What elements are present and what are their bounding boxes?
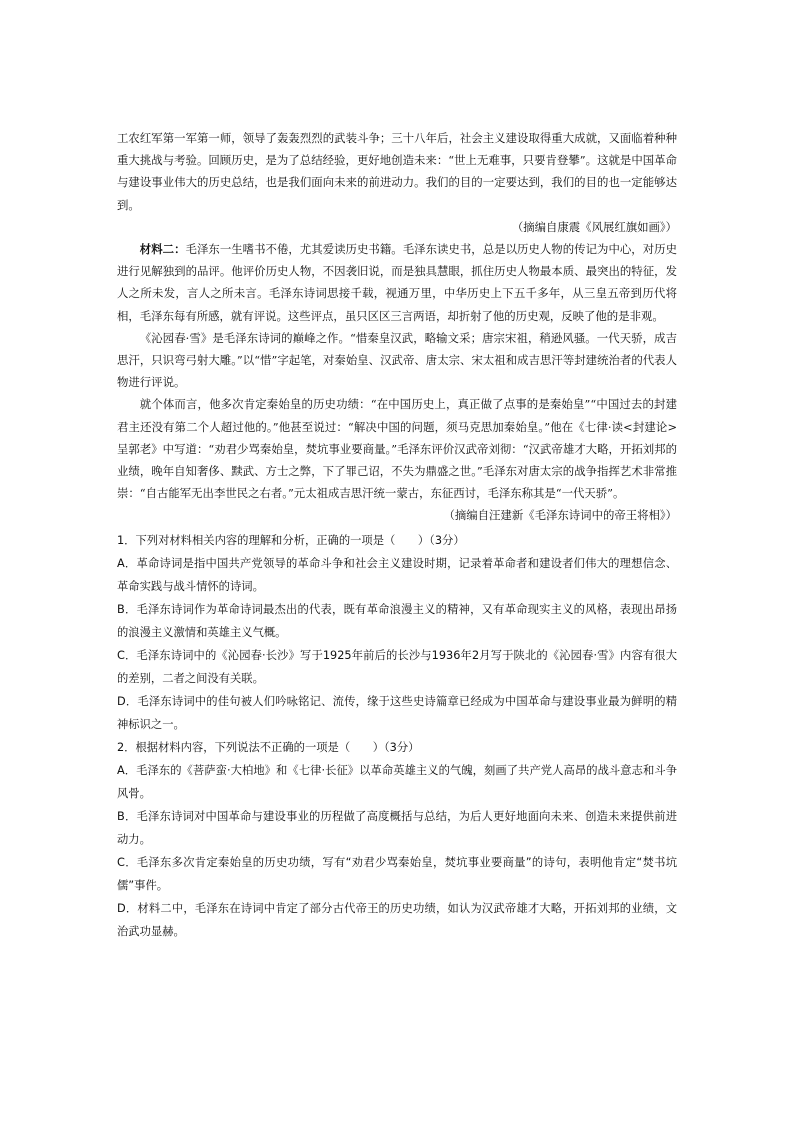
page-content — [117, 127, 677, 943]
question-option: B．毛泽东诗词作为革命诗词最杰出的代表，既有革命浪漫主义的精神，又有革命现实主义的风格，表现出昂扬的浪漫主义激情和英雄主义气概。 — [117, 602, 677, 639]
question-option: D．材料二中，毛泽东在诗词中肯定了部分古代帝王的历史功绩，如认为汉武帝雄才大略，开拓刘邦的业绩，文治武功显赫。 — [117, 901, 677, 938]
question-option: A．毛泽东的《菩萨蛮·大柏地》和《七律·长征》以革命英雄主义的气魄，刻画了共产党人高昂的战斗意志和斗争风骨。 — [117, 763, 677, 800]
question-option: A．革命诗词是指中国共产党领导的革命斗争和社会主义建设时期，记录着革命者和建设者们伟大的理想信念、革命实践与战斗情怀的诗词。 — [117, 556, 677, 593]
question-stem: 2．根据材料内容，下列说法不正确的一项是（ ）（3分） — [117, 740, 420, 754]
material2-paragraph: 《沁园春·雪》是毛泽东诗词的巅峰之作。“惜秦皇汉武，略输文采；唐宗宋祖，稍逊风骚。一代天骄，成吉思汗，只识弯弓射大雕。”以“惜”字起笔，对秦始皇、汉武帝、唐太宗、宋太祖和成吉思汗等封建统治者的代表人物进行评说。 — [117, 330, 677, 390]
material2-paragraph — [117, 238, 677, 327]
question-stem: 1．下列对材料相关内容的理解和分析，正确的一项是（ ）（3分） — [117, 533, 465, 547]
material2-label: 材料二： — [139, 242, 186, 257]
question-option: C．毛泽东诗词中的《沁园春·长沙》写于1925年前后的长沙与1936年2月写于陕北的《沁园春·雪》内容有很大的差别，二者之间没有关联。 — [117, 648, 677, 685]
material1-continuation: 工农红军第一军第一师，领导了轰轰烈烈的武装斗争；三十八年后，社会主义建设取得重大成就，又面临着种种重大挑战与考验。回顾历史，是为了总结经验，更好地创造未来：“世上无难事，只要肯登攀”。这就是中国革命与建设事业伟大的历史总结，也是我们面向未来的前进动力。我们的目的一定要达到，我们的目的也一定能够达到。 — [117, 131, 677, 212]
material1-source: （摘编自康震《风展红旗如画》） — [511, 219, 677, 234]
material2-paragraph-text: 毛泽东一生嗜书不倦，尤其爱读历史书籍。毛泽东读史书，总是以历史人物的传记为中心，对历史进行见解独到的品评。他评价历史人物，不因袭旧说，而是独具慧眼，抓住历史人物最本质、最突出的特征，发人之所未发，言人之所未言。毛泽东诗词思接千载，视通万里，中华历史上下五千多年，从三皇五帝到历代将相，毛泽东每有所感，就有评说。这些评点，虽只区区三言两语，却折射了他的历史观，反映了他的是非观。 — [117, 242, 677, 323]
material2-source: （摘编自汪建新《毛泽东诗词中的帝王将相》） — [443, 508, 677, 523]
question-option: B．毛泽东诗词对中国革命与建设事业的历程做了高度概括与总结，为后人更好地面向未来、创造未来提供前进动力。 — [117, 809, 677, 846]
question-list — [117, 529, 677, 943]
question-option: D．毛泽东诗词中的佳句被人们吟咏铭记、流传，缘于这些史诗篇章已经成为中国革命与建设事业最为鲜明的精神标识之一。 — [117, 694, 677, 731]
material2-paragraph: 就个体而言，他多次肯定秦始皇的历史功绩：“在中国历史上，真正做了点事的是秦始皇”“中国过去的封建君主还没有第二个人超过他的。”他甚至说过：“解决中国的问题，须马克思加秦始皇。”他在《七律·读<封建论>呈郭老》中写道：“劝君少骂秦始皇，焚坑事业要商量。”毛泽东评价汉武帝刘彻：“汉武帝雄才大略，开拓刘邦的业绩，晚年自知奢侈、黩武、方士之弊，下了罪己诏，不失为鼎盛之世。”毛泽东对唐太宗的战争指挥艺术非常推崇：“自古能军无出李世民之右者。”元太祖成吉思汗统一蒙古，东征西讨，毛泽东称其是“一代天骄”。 — [117, 397, 677, 501]
question-option: C．毛泽东多次肯定秦始皇的历史功绩，写有“劝君少骂秦始皇，焚坑事业要商量”的诗句，表明他肯定“焚书坑儒”事件。 — [117, 855, 677, 892]
